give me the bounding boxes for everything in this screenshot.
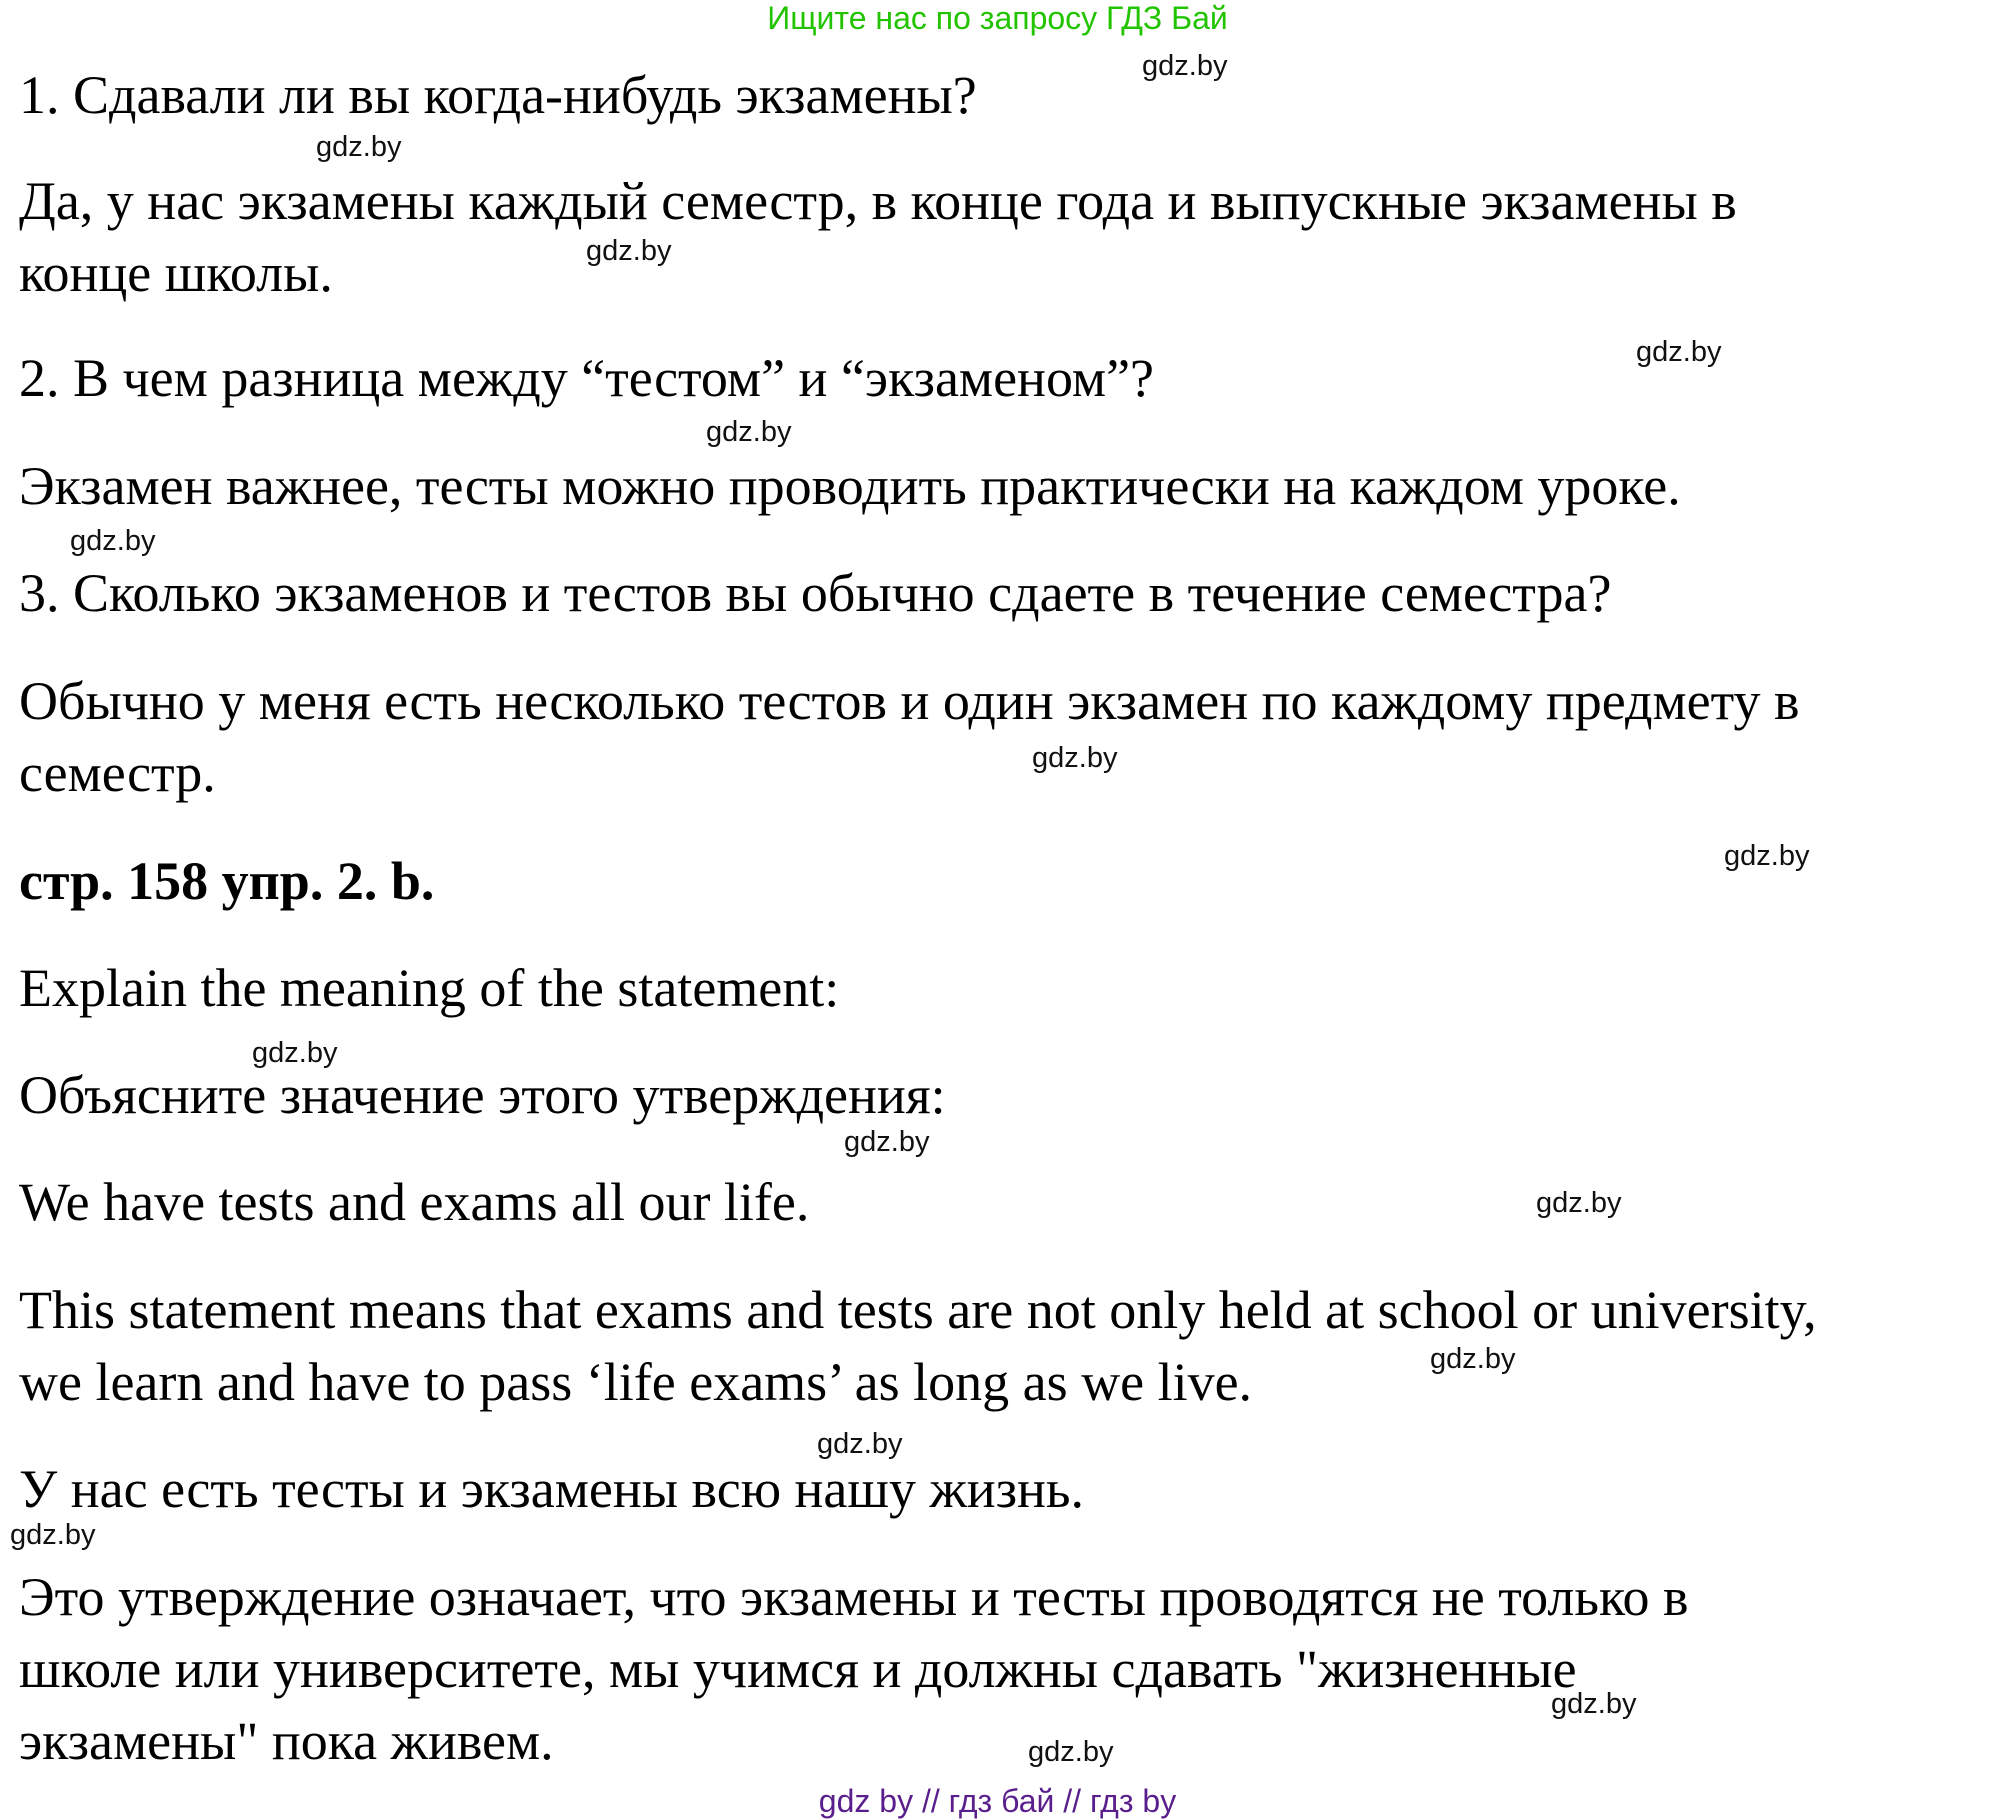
- watermark: gdz.by: [844, 1126, 930, 1158]
- watermark: gdz.by: [1032, 742, 1118, 774]
- answer-1-line-2: конце школы.: [19, 243, 333, 303]
- watermark: gdz.by: [1028, 1736, 1114, 1768]
- statement-russian: У нас есть тесты и экзамены всю нашу жизнь.: [19, 1459, 1085, 1519]
- question-1: 1. Сдавали ли вы когда-нибудь экзамены?: [19, 65, 977, 125]
- watermark: gdz.by: [586, 235, 672, 267]
- watermark: gdz.by: [1636, 336, 1722, 368]
- watermark: gdz.by: [10, 1519, 96, 1551]
- answer-3-line-1: Обычно у меня есть несколько тестов и один экзамен по каждому предмету в: [19, 671, 1800, 731]
- section-heading: стр. 158 упр. 2. b.: [19, 851, 435, 911]
- watermark: gdz.by: [1551, 1688, 1637, 1720]
- search-hint-link[interactable]: Ищите нас по запросу ГДЗ Бай: [767, 0, 1228, 36]
- answer-english-line-2: we learn and have to pass ‘life exams’ as long as we live.: [19, 1352, 1253, 1412]
- statement-english: We have tests and exams all our life.: [19, 1172, 810, 1232]
- watermark: gdz.by: [1142, 50, 1228, 82]
- answer-2: Экзамен важнее, тесты можно проводить практически на каждом уроке.: [19, 456, 1681, 516]
- watermark: gdz.by: [706, 416, 792, 448]
- answer-english-line-1: This statement means that exams and tests are not only held at school or university,: [19, 1280, 1817, 1340]
- answer-russian-line-3: экзамены" пока живем.: [19, 1711, 554, 1771]
- watermark: gdz.by: [252, 1037, 338, 1069]
- answer-3-line-2: семестр.: [19, 743, 216, 803]
- watermark: gdz.by: [1536, 1187, 1622, 1219]
- task-russian: Объясните значение этого утверждения:: [19, 1065, 946, 1125]
- task-english: Explain the meaning of the statement:: [19, 958, 840, 1018]
- watermark: gdz.by: [817, 1428, 903, 1460]
- watermark: gdz.by: [316, 131, 402, 163]
- footer-links[interactable]: gdz by // гдз бай // гдз by: [818, 1783, 1177, 1819]
- question-3: 3. Сколько экзаменов и тестов вы обычно сдаете в течение семестра?: [19, 563, 1612, 623]
- watermark: gdz.by: [1430, 1343, 1516, 1375]
- answer-1-line-1: Да, у нас экзамены каждый семестр, в конце года и выпускные экзамены в: [19, 171, 1737, 231]
- answer-russian-line-2: школе или университете, мы учимся и должны сдавать "жизненные: [19, 1639, 1577, 1699]
- question-2: 2. В чем разница между “тестом” и “экзаменом”?: [19, 348, 1155, 408]
- answer-russian-line-1: Это утверждение означает, что экзамены и тесты проводятся не только в: [19, 1567, 1689, 1627]
- watermark: gdz.by: [70, 525, 156, 557]
- watermark: gdz.by: [1724, 840, 1810, 872]
